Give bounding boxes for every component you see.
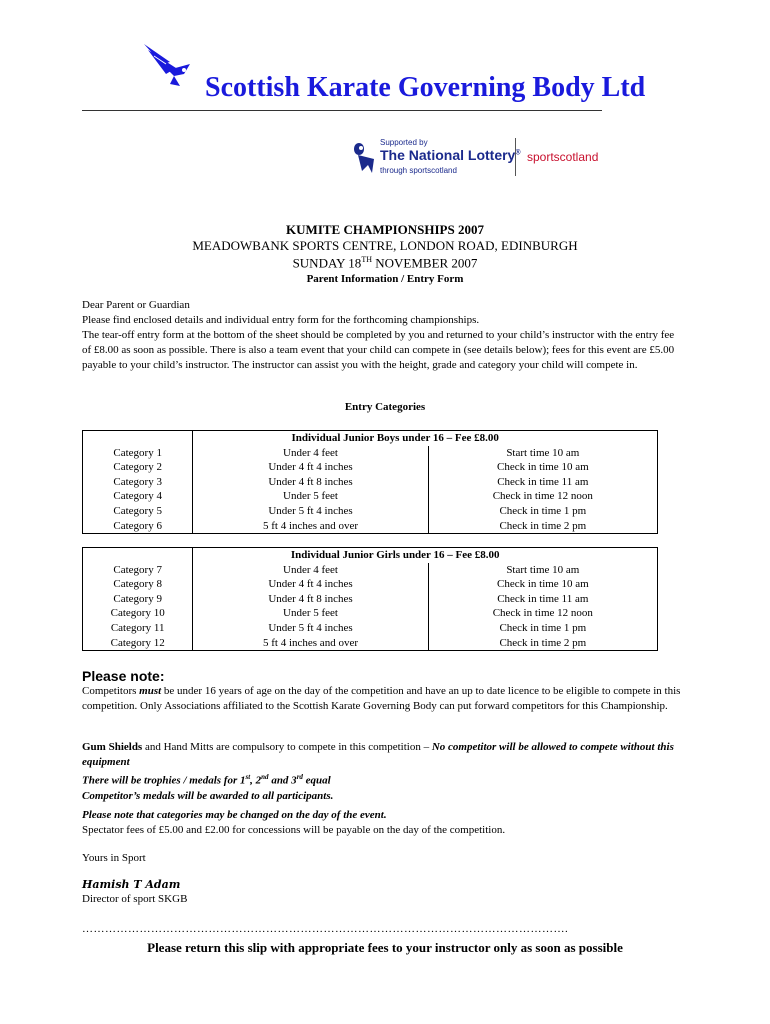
time-cell: Start time 10 am (428, 563, 657, 578)
please-note-heading: Please note: (82, 668, 165, 684)
table-row (83, 446, 658, 461)
skgb-bird-logo-icon (140, 40, 200, 90)
height-cell: Under 4 ft 4 inches (268, 461, 353, 474)
girls-category-table (82, 547, 658, 651)
trophies-nd: nd (261, 773, 269, 781)
greeting: Dear Parent or Guardian (82, 299, 190, 311)
table-row (83, 460, 658, 475)
event-date-sup: TH (361, 255, 372, 264)
event-date-prefix: SUNDAY 18 (292, 255, 362, 271)
entry-categories-title: Entry Categories (344, 401, 426, 413)
lottery-registered: ® (515, 149, 521, 157)
event-date-suffix: NOVEMBER 2007 (371, 255, 478, 271)
form-title: Parent Information / Entry Form (306, 273, 464, 285)
height-cell: Under 4 feet (283, 563, 338, 576)
event-venue: MEADOWBANK SPORTS CENTRE, LONDON ROAD, EDINBURGH (192, 238, 578, 253)
height-cell: Under 5 feet (283, 490, 338, 503)
table-row (83, 489, 658, 504)
eligibility-must: must (139, 685, 162, 697)
equipment-warning: No competitor will be allowed to compete without this equipment (82, 741, 674, 768)
girls-table-header: Individual Junior Girls under 16 – Fee £8.00 (290, 549, 500, 561)
trophies-c: and 3 (268, 774, 297, 787)
table-row (83, 519, 658, 534)
eligibility-text-b: be under 16 years of age on the day of the competition and have an up to date licence to be eligible to compete in this competition. Only Associations affiliated to the Scottish Karate Governing Body can put forward competitors for this Championship. (82, 685, 681, 712)
eligibility-paragraph (82, 684, 682, 714)
intro-line-1: Please find enclosed details and individual entry form for the forthcoming championships. (82, 314, 480, 326)
trophies-st: st (245, 773, 251, 781)
trophies-b: , 2 (250, 774, 262, 787)
category-cell: Category 7 (83, 563, 193, 578)
height-cell: 5 ft 4 inches and over (262, 519, 358, 532)
medals-line: Competitor’s medals will be awarded to all participants. (82, 789, 334, 802)
equipment-text: and Hand Mitts are compulsory to compete in this competition – (142, 741, 432, 753)
table-header-row (83, 431, 658, 446)
table-row (83, 475, 658, 490)
table-row (83, 592, 658, 607)
time-cell: Check in time 1 pm (428, 621, 657, 636)
table-row (83, 621, 658, 636)
equipment-line (82, 740, 682, 770)
time-cell: Start time 10 am (428, 446, 657, 461)
category-change-section (82, 808, 682, 838)
time-cell: Check in time 11 am (428, 475, 657, 490)
lottery-name-text: The National Lottery (380, 147, 516, 163)
time-cell: Check in time 10 am (428, 577, 657, 592)
category-cell: Category 6 (83, 519, 193, 534)
tear-off-line: ………………………………………………………………………………………………………………. (82, 923, 569, 935)
intro-section (82, 298, 682, 373)
spectator-fees-note: Spectator fees of £5.00 and £2.00 for concessions will be payable on the day of the competition. (82, 824, 506, 836)
height-cell: Under 5 ft 4 inches (268, 504, 353, 517)
height-cell: Under 4 ft 4 inches (268, 578, 353, 591)
signatory-role: Director of sport SKGB (82, 893, 188, 905)
table-row (83, 606, 658, 621)
lottery-supported-by: Supported by (380, 138, 428, 147)
category-cell: Category 10 (83, 606, 193, 621)
table-row (83, 577, 658, 592)
return-slip-instruction: Please return this slip with appropriate fees to your instructor only as soon as possible (147, 940, 623, 955)
table-cell (83, 548, 193, 563)
height-cell: Under 4 feet (283, 446, 338, 459)
category-cell: Category 11 (83, 621, 193, 636)
trophies-d: equal (302, 774, 331, 787)
intro-line-2: The tear-off entry form at the bottom of the sheet should be completed by you and returned to your child’s instructor with the entry fee of £8.00 as soon as possible. There is also a team event that your child can compete in (see details below); fees for this event are £5.00 payable to your child’s instructor. The instructor can assist you with the height, grade and category your child will compete in. (82, 329, 675, 371)
signature: Hamish T Adam (82, 878, 181, 891)
boys-category-table (82, 430, 658, 534)
category-cell: Category 8 (83, 577, 193, 592)
height-cell: Under 4 ft 8 inches (268, 475, 353, 488)
height-cell: 5 ft 4 inches and over (262, 636, 358, 649)
category-cell: Category 5 (83, 504, 193, 519)
closing-line: Yours in Sport (82, 852, 146, 864)
time-cell: Check in time 10 am (428, 460, 657, 475)
lottery-name (380, 147, 521, 163)
time-cell: Check in time 12 noon (428, 606, 657, 621)
trophies-a: There will be trophies / medals for 1 (82, 774, 246, 787)
table-cell (83, 431, 193, 446)
header-divider (82, 110, 602, 111)
category-cell: Category 3 (83, 475, 193, 490)
time-cell: Check in time 1 pm (428, 504, 657, 519)
height-cell: Under 5 ft 4 inches (268, 621, 353, 634)
height-cell: Under 5 feet (283, 607, 338, 620)
event-title: KUMITE CHAMPIONSHIPS 2007 (286, 222, 484, 237)
category-cell: Category 1 (83, 446, 193, 461)
eligibility-text-a: Competitors (82, 685, 140, 697)
logo-divider (515, 138, 516, 176)
category-cell: Category 2 (83, 460, 193, 475)
equipment-section (82, 740, 682, 804)
table-row (83, 636, 658, 651)
height-cell: Under 4 ft 8 inches (268, 592, 353, 605)
table-row (83, 504, 658, 519)
lottery-through: through sportscotland (380, 166, 457, 175)
organisation-title: Scottish Karate Governing Body Ltd (205, 72, 646, 103)
time-cell: Check in time 12 noon (428, 489, 657, 504)
trophies-rd: rd (296, 773, 303, 781)
time-cell: Check in time 11 am (428, 592, 657, 607)
sportscotland-logo: sportscotland (527, 150, 599, 164)
table-header-row (83, 548, 658, 563)
event-date (0, 255, 770, 271)
time-cell: Check in time 2 pm (428, 636, 657, 651)
category-cell: Category 4 (83, 489, 193, 504)
category-cell: Category 9 (83, 592, 193, 607)
table-row (83, 563, 658, 578)
time-cell: Check in time 2 pm (428, 519, 657, 534)
trophies-line (82, 770, 682, 789)
gum-shields-label: Gum Shields (82, 741, 143, 753)
categories-change-note: Please note that categories may be changed on the day of the event. (82, 809, 387, 821)
category-cell: Category 12 (83, 636, 193, 651)
boys-table-header: Individual Junior Boys under 16 – Fee £8.00 (291, 432, 499, 444)
